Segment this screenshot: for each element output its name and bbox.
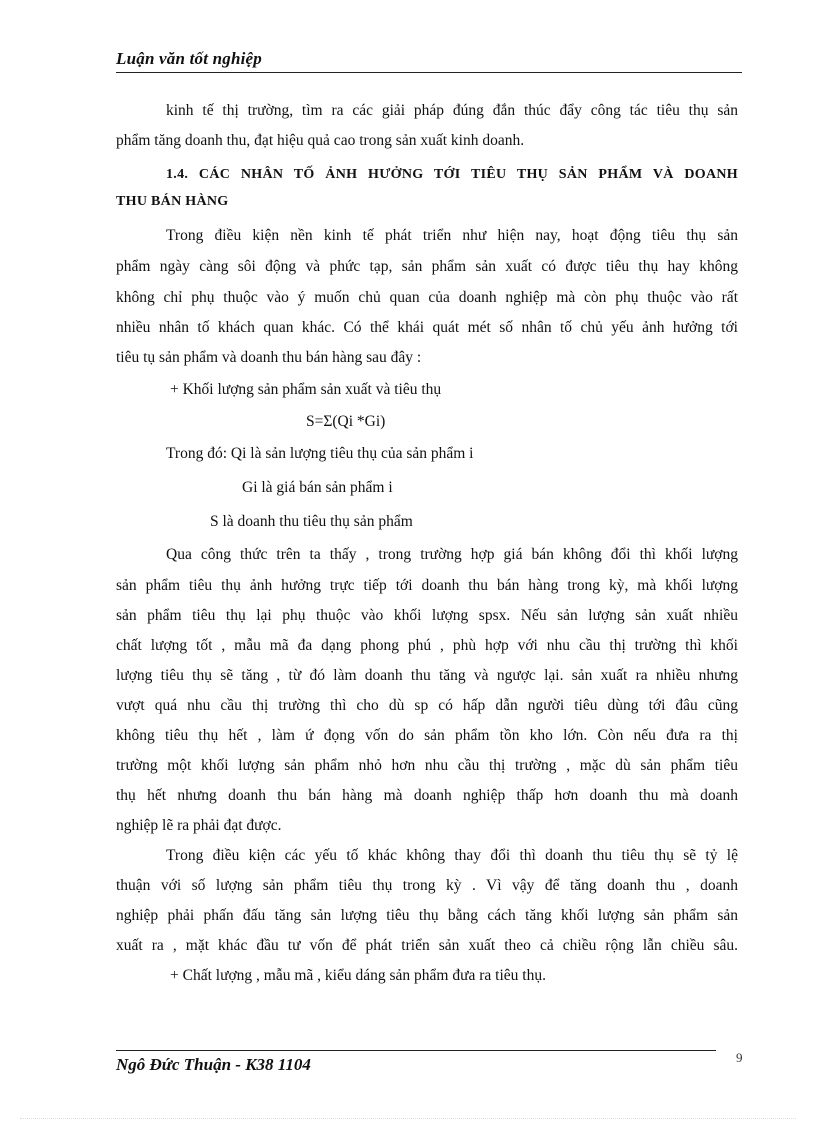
text-line: phẩm ngày càng sôi động và phức tạp, sản phẩm sản xuất có được tiêu thụ hay không (116, 258, 738, 275)
footer-rule (116, 1050, 716, 1051)
definition-line: Trong đó: Qi là sản lượng tiêu thụ của sản phẩm i (166, 445, 474, 462)
text-line: nhiều nhân tố khách quan khác. Có thể khái quát mét số nhân tố chủ yếu ảnh hưởng tới (116, 319, 738, 336)
text-line: tiêu tụ sản phẩm và doanh thu bán hàng sau đây : (116, 349, 422, 366)
text-line: sản phẩm tiêu thụ ảnh hưởng trực tiếp tới doanh thu bán hàng trong kỳ, mà khối lượng (116, 577, 738, 594)
text-line: vượt quá nhu cầu thị trường thì cho dù sp có hấp dẫn người tiêu dùng tới đâu cũng (116, 697, 738, 714)
text-line: Trong điều kiện các yếu tố khác không thay đổi thì doanh thu tiêu thụ sẽ tỷ lệ (166, 847, 738, 864)
text-line: lượng tiêu thụ sẽ tăng , từ đó làm doanh thu tăng và ngược lại. sản xuất ra nhiều nhưng (116, 667, 738, 684)
footer-author: Ngô Đức Thuận - K38 1104 (116, 1055, 311, 1074)
list-item: + Khối lượng sản phẩm sản xuất và tiêu thụ (170, 381, 442, 398)
text-line: kinh tế thị trường, tìm ra các giải pháp đúng đắn thúc đẩy công tác tiêu thụ sản (166, 102, 738, 119)
text-line: thuận với số lượng sản phẩm tiêu thụ trong kỳ . Vì vậy để tăng doanh thu , doanh (116, 877, 738, 894)
text-line: xuất ra , mặt khác đầu tư vốn để phát triển sản xuất theo cả chiều rộng lẫn chiều sâu. (116, 937, 738, 954)
section-heading: 1.4. CÁC NHÂN TỐ ẢNH HƯỞNG TỚI TIÊU THỤ SẢN PHẨM VÀ DOANH (166, 167, 738, 182)
text-line: phẩm tăng doanh thu, đạt hiệu quả cao trong sản xuất kinh doanh. (116, 132, 525, 149)
header-rule (116, 72, 742, 73)
text-line: không tiêu thụ hết , làm ứ đọng vốn do sản phẩm tồn kho lớn. Còn nếu đưa ra thị (116, 727, 738, 744)
section-heading-continued: THU BÁN HÀNG (116, 194, 229, 209)
text-line: nghiệp lẽ ra phải đạt được. (116, 817, 282, 834)
definition-line: Gi là giá bán sản phẩm i (242, 479, 393, 496)
text-line: chất lượng tốt , mẫu mã đa dạng phong phú , phù hợp với nhu cầu thị trường thì khối (116, 637, 738, 654)
text-line: nghiệp phải phấn đấu tăng sản lượng tiêu thụ bằng cách tăng khối lượng sản phẩm sản (116, 907, 738, 924)
list-item: + Chất lượng , mẫu mã , kiểu dáng sản phẩm đưa ra tiêu thụ. (170, 967, 546, 984)
page-number: 9 (736, 1050, 743, 1065)
text-line: thụ hết nhưng doanh thu bán hàng mà doanh nghiệp thấp hơn doanh thu mà doanh (116, 787, 738, 804)
text-line: không chỉ phụ thuộc vào ý muốn chủ quan của doanh nghiệp mà còn phụ thuộc vào rất (116, 289, 738, 306)
text-line: trường một khối lượng sản phẩm nhỏ hơn nhu cầu thị trường , mặc dù sản phẩm tiêu (116, 757, 738, 774)
definition-line: S là doanh thu tiêu thụ sản phẩm (210, 513, 413, 530)
text-line: Qua công thức trên ta thấy , trong trường hợp giá bán không đổi thì khối lượng (166, 546, 738, 563)
header-title: Luận văn tốt nghiệp (116, 49, 262, 68)
text-line: Trong điều kiện nền kinh tế phát triển như hiện nay, hoạt động tiêu thụ sản (166, 227, 738, 244)
text-line: sản phẩm tiêu thụ lại phụ thuộc vào khối lượng spsx. Nếu sản lượng sản xuất nhiều (116, 607, 738, 624)
formula: S=Σ(Qi *Gi) (306, 413, 386, 430)
page-border (20, 1118, 796, 1119)
